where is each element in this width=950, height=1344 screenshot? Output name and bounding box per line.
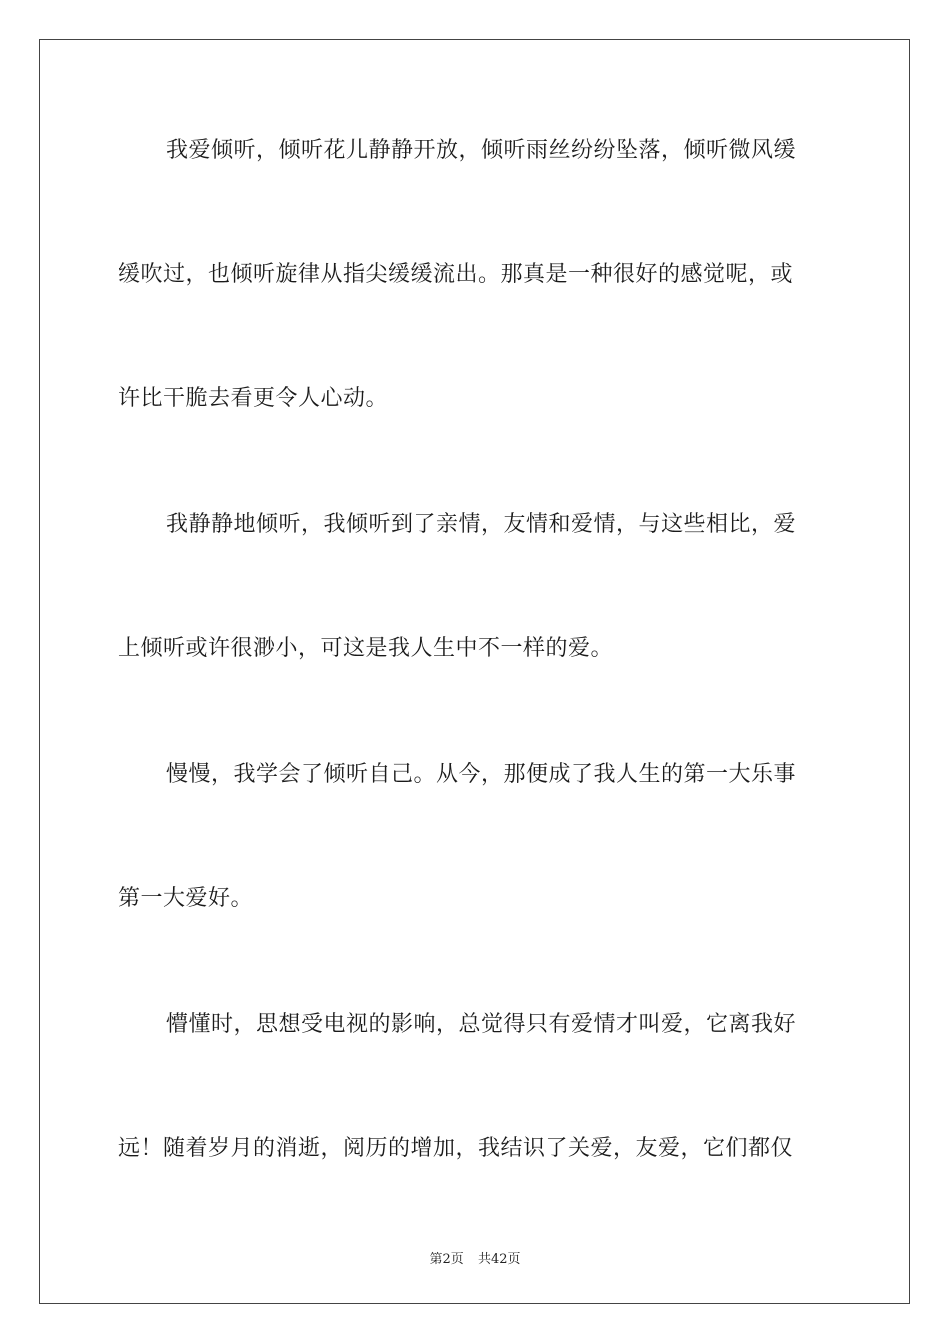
paragraph-line: 缓吹过，也倾听旋律从指尖缓缓流出。那真是一种很好的感觉呢，或 [118, 262, 794, 287]
paragraph-line: 许比干脆去看更令人心动。 [118, 386, 389, 411]
page-border [39, 39, 910, 1304]
paragraph-line: 我静静地倾听，我倾听到了亲情，友情和爱情，与这些相比，爱 [166, 512, 797, 537]
paragraph-line: 第一大爱好。 [118, 886, 254, 911]
paragraph-line: 懵懂时，思想受电视的影响，总觉得只有爱情才叫爱，它离我好 [166, 1012, 797, 1037]
page-footer [0, 1248, 950, 1267]
page-total: 共42页 [477, 1252, 521, 1267]
paragraph-line: 上倾听或许很渺小，可这是我人生中不一样的爱。 [118, 636, 614, 661]
page-number: 第2页 [429, 1252, 464, 1267]
paragraph-line: 远！随着岁月的消逝，阅历的增加，我结识了关爱，友爱，它们都仅 [118, 1136, 794, 1161]
paragraph-line: 慢慢，我学会了倾听自己。从今，那便成了我人生的第一大乐事 [166, 762, 797, 787]
paragraph-line: 我爱倾听，倾听花儿静静开放，倾听雨丝纷纷坠落，倾听微风缓 [166, 138, 797, 163]
